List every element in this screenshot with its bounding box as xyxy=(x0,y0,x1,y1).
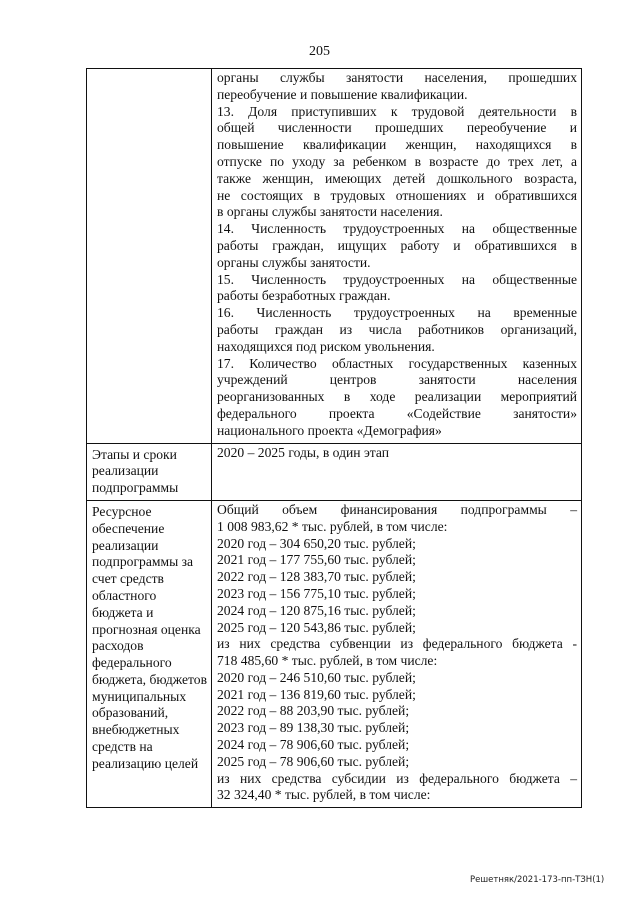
text-line: работы граждан из числа работников организаций, xyxy=(217,321,577,337)
text-line: национального проекта «Демография» xyxy=(217,422,442,438)
text-line: учреждений центров занятости населения xyxy=(217,372,577,388)
row-content xyxy=(212,500,582,807)
passport-table xyxy=(86,68,582,808)
text-line: 718 485,60 * тыс. рублей, в том числе: xyxy=(217,653,438,669)
text-line: федерального проекта «Содействие занятости» xyxy=(217,405,577,421)
text-line: также женщин, имеющих детей дошкольного возраста, xyxy=(217,170,577,186)
text-line: 15. Численность трудоустроенных на общественные xyxy=(217,271,577,287)
text-line: из них средства субсидии из федерального бюджета – xyxy=(217,770,577,786)
text-line: из них средства субвенции из федерального бюджета - xyxy=(217,636,577,652)
table-row xyxy=(87,500,582,807)
text-line: реорганизованных в ходе реализации мероприятий xyxy=(217,389,577,405)
text-line: 2025 год – 120 543,86 тыс. рублей; xyxy=(217,619,416,635)
text-line: 2022 год – 128 383,70 тыс. рублей; xyxy=(217,569,416,585)
text-line: работы безработных граждан. xyxy=(217,288,391,304)
text-line: 2025 год – 78 906,60 тыс. рублей; xyxy=(217,753,410,769)
table-row xyxy=(87,69,582,444)
text-line: общей численности прошедших переобучение и xyxy=(217,120,577,136)
document-code: Решетняк/2021-173-пп-ТЗН(1) xyxy=(470,875,605,885)
text-line: 2022 год – 88 203,90 тыс. рублей; xyxy=(217,703,410,719)
text-line: 13. Доля приступивших к трудовой деятельности в xyxy=(217,103,577,119)
text-line: переобучение и повышение квалификации. xyxy=(217,86,468,102)
row-label xyxy=(87,69,212,444)
text-line: находящихся под риском увольнения. xyxy=(217,338,435,354)
text-line: 2020 год – 246 510,60 тыс. рублей; xyxy=(217,669,416,685)
text-line: Общий объем финансирования подпрограммы – xyxy=(217,501,577,517)
text-line: 14. Численность трудоустроенных на общественные xyxy=(217,221,577,237)
row-label: Этапы и сроки реализации подпрограммы xyxy=(87,443,212,500)
text-line: 2020 – 2025 годы, в один этап xyxy=(217,444,390,460)
row-label: Ресурсное обеспечение реализации подпрограммы за счет средств областного бюджета и прогнозная оценка расходов федерального бюджета, бюджетов муниципальных образований, внебюджетных средств на реализацию целей xyxy=(87,500,212,807)
text-line: 2021 год – 136 819,60 тыс. рублей; xyxy=(217,686,416,702)
text-line: 32 324,40 * тыс. рублей, в том числе: xyxy=(217,787,431,803)
text-line: 2024 год – 78 906,60 тыс. рублей; xyxy=(217,737,410,753)
page-number: 205 xyxy=(309,44,330,59)
text-line: 2024 год – 120 875,16 тыс. рублей; xyxy=(217,602,416,618)
text-line: в органы службы занятости населения. xyxy=(217,204,443,220)
text-line: 1 008 983,62 * тыс. рублей, в том числе: xyxy=(217,518,448,534)
text-line: органы службы занятости. xyxy=(217,254,371,270)
table-row xyxy=(87,443,582,500)
row-content xyxy=(212,69,582,444)
row-content xyxy=(212,443,582,500)
text-line: 2020 год – 304 650,20 тыс. рублей; xyxy=(217,535,416,551)
text-line: работы граждан, ищущих работу и обратившихся в xyxy=(217,237,577,253)
text-line: органы службы занятости населения, прошедших xyxy=(217,70,577,85)
text-line: отпуске по уходу за ребенком в возрасте до трех лет, а xyxy=(217,153,577,169)
text-line: 16. Численность трудоустроенных на временные xyxy=(217,305,577,321)
text-line: 2023 год – 89 138,30 тыс. рублей; xyxy=(217,720,410,736)
text-line: 17. Количество областных государственных казенных xyxy=(217,355,577,371)
text-line: 2021 год – 177 755,60 тыс. рублей; xyxy=(217,552,416,568)
text-line: повышение квалификации женщин, находящихся в xyxy=(217,137,577,153)
text-line: не состоящих в трудовых отношениях и обратившихся xyxy=(217,187,577,203)
text-line: 2023 год – 156 775,10 тыс. рублей; xyxy=(217,585,416,601)
